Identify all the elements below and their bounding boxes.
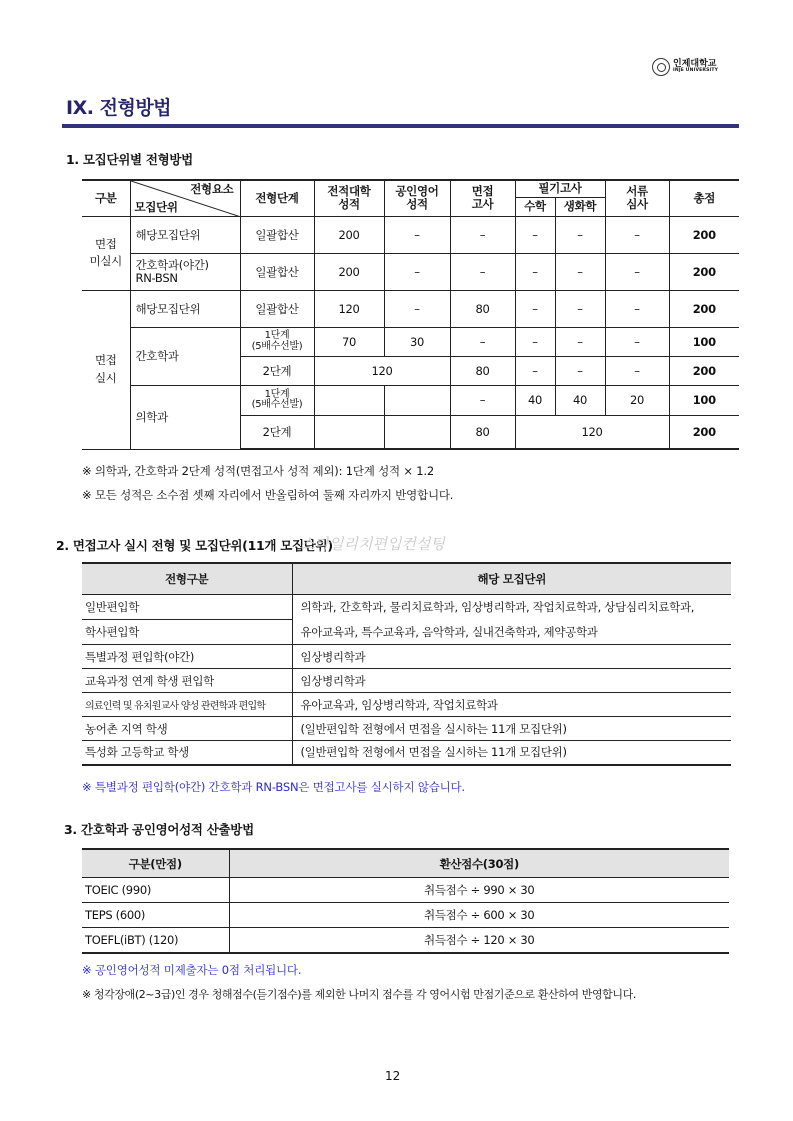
table-row	[82, 878, 729, 903]
eng-cell: 30	[384, 327, 450, 356]
bio-cell: –	[555, 253, 605, 290]
total-cell: 200	[669, 356, 739, 385]
math-cell: –	[515, 327, 555, 356]
section1-note-1: ※ 의학과, 간호학과 2단계 성적(면접고사 성적 제외): 1단계 성적 × 1.2	[82, 464, 434, 478]
table-row	[82, 928, 729, 954]
docs-cell: –	[605, 356, 669, 385]
bio-cell: –	[555, 216, 605, 253]
prev-cell: 120	[314, 290, 384, 327]
eng-cell: –	[384, 290, 450, 327]
math-cell: –	[515, 356, 555, 385]
eng-cell	[384, 415, 450, 449]
eng-cell: –	[384, 253, 450, 290]
header-english: 공인영어 성적	[384, 180, 450, 216]
header-interview: 면접 고사	[450, 180, 515, 216]
col-test-header: 구분(만점)	[82, 849, 229, 878]
math-cell: –	[515, 253, 555, 290]
col-units-header: 해당 모집단위	[292, 563, 731, 595]
intv-cell: 80	[450, 290, 515, 327]
table-row	[82, 385, 739, 415]
group-no-interview: 면접 미실시	[82, 216, 130, 290]
total-cell: 200	[669, 253, 739, 290]
logo-english: INJE UNIVERSITY	[673, 68, 719, 74]
bio-cell: –	[555, 356, 605, 385]
header-docs: 서류 심사	[605, 180, 669, 216]
unit-cell: 간호학과(야간) RN-BSN	[130, 253, 240, 290]
intv-cell: –	[450, 253, 515, 290]
stage-cell: 일괄합산	[240, 290, 314, 327]
intv-cell: –	[450, 327, 515, 356]
col-formula-header: 환산점수(30점)	[229, 849, 729, 878]
type-cell: 교육과정 연계 학생 편입학	[82, 669, 292, 693]
prev-cell: 70	[314, 327, 384, 356]
total-cell: 100	[669, 327, 739, 356]
prev-cell	[314, 385, 384, 415]
section1-title: 1. 모집단위별 전형방법	[66, 152, 193, 167]
docs-cell: –	[605, 327, 669, 356]
table-row	[82, 717, 731, 741]
table-row	[82, 327, 739, 356]
type-cell: 특성화 고등학교 학생	[82, 741, 292, 765]
section3-note-1: ※ 공인영어성적 미제출자는 0점 처리됩니다.	[82, 963, 302, 977]
section1-note-2: ※ 모든 성적은 소수점 셋째 자리에서 반올림하여 둘째 자리까지 반영합니다.	[82, 488, 454, 502]
unit-cell: 의학과	[130, 385, 240, 449]
header-math: 수학	[515, 197, 555, 216]
type-cell: 학사편입학	[82, 620, 292, 645]
units-cell: (일반편입학 전형에서 면접을 실시하는 11개 모집단위)	[292, 717, 731, 741]
math-cell: –	[515, 216, 555, 253]
intv-cell: –	[450, 216, 515, 253]
type-cell: 일반편입학	[82, 595, 292, 620]
intv-cell: 80	[450, 415, 515, 449]
math-cell: 40	[515, 385, 555, 415]
type-cell: 특별과정 편입학(야간)	[82, 645, 292, 669]
total-cell: 200	[669, 216, 739, 253]
test-cell: TOEIC (990)	[82, 878, 229, 903]
stage-cell: 2단계	[240, 356, 314, 385]
page-number: 12	[385, 1069, 401, 1083]
university-seal-icon	[652, 58, 670, 76]
formula-cell: 취득점수 ÷ 120 × 30	[229, 928, 729, 954]
written-docs-merged-cell: 120	[515, 415, 669, 449]
stage-cell: 일괄합산	[240, 253, 314, 290]
prev-cell: 200	[314, 216, 384, 253]
chapter-divider	[62, 124, 739, 128]
stage-cell: 2단계	[240, 415, 314, 449]
diag-top-label: 전형요소	[190, 182, 234, 196]
watermark-script: 스타일리치편입컨설팅	[300, 535, 445, 553]
header-total: 총점	[669, 180, 739, 216]
header-prev-school: 전적대학 성적	[314, 180, 384, 216]
math-cell: –	[515, 290, 555, 327]
units-cell: 임상병리학과	[292, 645, 731, 669]
units-cell: 임상병리학과	[292, 669, 731, 693]
type-cell: 농어촌 지역 학생	[82, 717, 292, 741]
university-logo	[652, 56, 732, 78]
type-cell: 의료인력 및 유치원교사 양성 관련학과 편입학	[82, 693, 292, 717]
table-row	[82, 253, 739, 290]
units-cell: 유아교육과, 임상병리학과, 작업치료학과	[292, 693, 731, 717]
table-row	[82, 290, 739, 327]
test-cell: TEPS (600)	[82, 903, 229, 928]
formula-cell: 취득점수 ÷ 600 × 30	[229, 903, 729, 928]
bio-cell: –	[555, 327, 605, 356]
selection-method-table	[82, 179, 739, 450]
table-row	[82, 903, 729, 928]
unit-cell: 간호학과	[130, 327, 240, 385]
docs-cell: 20	[605, 385, 669, 415]
header-written: 필기고사	[515, 180, 605, 197]
bio-cell: 40	[555, 385, 605, 415]
section2-note: ※ 특별과정 편입학(야간) 간호학과 RN-BSN은 면접고사를 실시하지 않습니다.	[82, 780, 465, 794]
section3-title: 3. 간호학과 공인영어성적 산출방법	[64, 822, 254, 837]
stage-cell: 1단계 (5배수선발)	[240, 327, 314, 356]
prev-cell	[314, 415, 384, 449]
intv-cell: –	[450, 385, 515, 415]
table-row	[82, 741, 731, 765]
table-row	[82, 669, 731, 693]
docs-cell: –	[605, 216, 669, 253]
table-row	[82, 620, 731, 645]
header-biochem: 생화학	[555, 197, 605, 216]
eng-cell	[384, 385, 450, 415]
table-row	[82, 693, 731, 717]
units-cell: (일반편입학 전형에서 면접을 실시하는 11개 모집단위)	[292, 741, 731, 765]
units-cell: 의학과, 간호학과, 물리치료학과, 임상병리학과, 작업치료학과, 상담심리치료학과,	[300, 600, 695, 615]
total-cell: 200	[669, 290, 739, 327]
diag-bottom-label: 모집단위	[134, 200, 178, 215]
table-row	[82, 216, 739, 253]
bio-cell: –	[555, 290, 605, 327]
header-category: 구분	[82, 180, 130, 216]
units-cell: 유아교육과, 특수교육과, 음악학과, 실내건축학과, 제약공학과	[292, 620, 731, 645]
table-row	[82, 645, 731, 669]
logo-korean: 인제대학교	[673, 59, 717, 70]
total-cell: 200	[669, 415, 739, 449]
docs-cell: –	[605, 253, 669, 290]
section2-title: 2. 면접고사 실시 전형 및 모집단위(11개 모집단위)	[56, 538, 333, 553]
stage-cell: 일괄합산	[240, 216, 314, 253]
unit-cell: 해당모집단위	[130, 290, 240, 327]
chapter-title: Ⅸ. 전형방법	[66, 97, 172, 119]
col-type-header: 전형구분	[82, 563, 292, 595]
header-stage: 전형단계	[240, 180, 314, 216]
interview-units-table	[82, 562, 731, 766]
docs-cell: –	[605, 290, 669, 327]
intv-cell: 80	[450, 356, 515, 385]
formula-cell: 취득점수 ÷ 990 × 30	[229, 878, 729, 903]
unit-cell: 해당모집단위	[130, 216, 240, 253]
test-cell: TOEFL(iBT) (120)	[82, 928, 229, 954]
header-diagonal-cell	[130, 180, 240, 216]
section3-note-2: ※ 청각장애(2~3급)인 경우 청해점수(듣기점수)를 제외한 나머지 점수를 각 영어시험 만점기준으로 환산하여 반영합니다.	[82, 988, 636, 1001]
total-cell: 100	[669, 385, 739, 415]
eng-cell: –	[384, 216, 450, 253]
english-score-table	[82, 848, 729, 954]
table-row	[82, 595, 731, 620]
stage-cell: 1단계 (5배수선발)	[240, 385, 314, 415]
prev-eng-merged-cell: 120	[314, 356, 450, 385]
prev-cell: 200	[314, 253, 384, 290]
group-interview: 면접 실시	[82, 290, 130, 449]
